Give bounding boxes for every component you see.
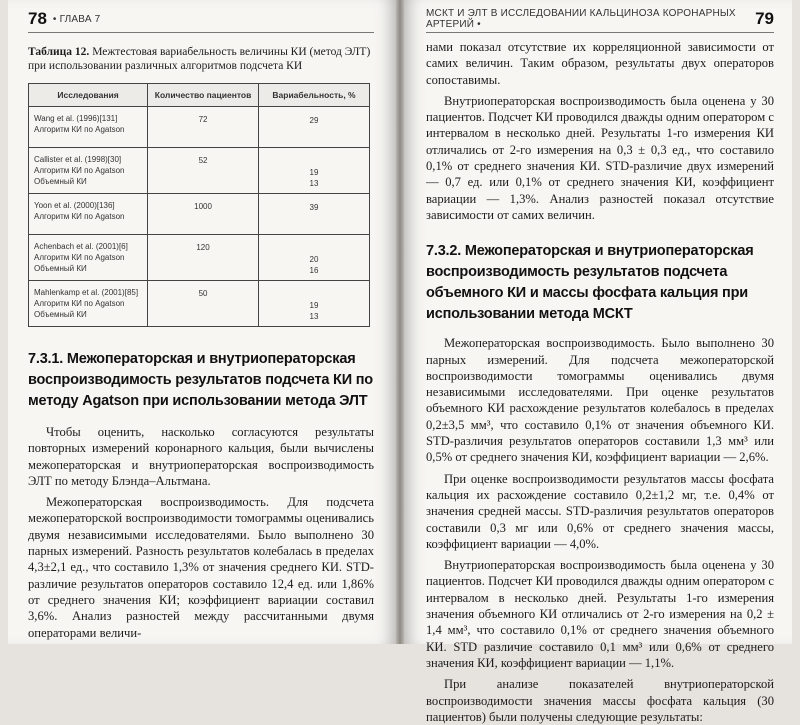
- table-caption-label: Таблица 12.: [28, 46, 90, 58]
- table-row: [29, 194, 370, 235]
- study-method: Алгоритм КИ по Agatson: [34, 166, 125, 175]
- study-cell: [29, 107, 148, 148]
- page-number: 78: [28, 9, 47, 28]
- study-cell: [29, 194, 148, 235]
- right-page: [404, 0, 792, 724]
- variability-cell: [259, 235, 370, 281]
- paragraph: При анализе показателей внутриоператорской воспроизводимости значения массы фосфата кальция (30 пациентов) были получены следующие результаты:: [426, 677, 774, 724]
- variability-value: 19: [309, 301, 319, 310]
- study-reference: Callister et al. (1998)[30]: [34, 155, 122, 164]
- running-head: МСКТ И ЭЛТ В ИССЛЕДОВАНИИ КАЛЬЦИНОЗА КОРОНАРНЫХ АРТЕРИЙ •: [426, 8, 736, 30]
- variability-value: 29: [309, 116, 319, 125]
- table-caption-text: Межтестовая вариабельность величины КИ (метод ЭЛТ) при использовании различных алгоритмов подсчета КИ: [28, 46, 371, 72]
- right-page-header: [426, 6, 774, 33]
- page-number: 79: [755, 9, 774, 28]
- variability-cell: [259, 281, 370, 327]
- paragraph: При оценке воспроизводимости результатов массы фосфата кальция их расхождение составило 0,2±1,2 мг, т.е. 0,4% от значения средней массы. STD-различия результатов операторов составили 0,3 мг или 0,6% от среднего значения массы, коэффициент вариации — 4,0%.: [426, 471, 774, 551]
- variability-value: 39: [309, 203, 319, 212]
- study-method: Алгоритм КИ по Agatson: [34, 125, 125, 134]
- paragraph: Межоператорская воспроизводимость. Было выполнено 30 парных измерений. Для подсчета межоператорской воспроизводимости томограммы оценивались двумя независимыми исследователями. При оценке результатов объемного КИ расхождение результатов колебалось в пределах 0,2±3,5 мм³, что составило 0,1% от значения объемного КИ. STD-различия результатов операторов составили 1,3 мм³ или 0,5% от среднего значения КИ, коэффициент вариации — 2,6%.: [426, 336, 774, 465]
- study-reference: Wang et al. (1996)[131]: [34, 114, 118, 123]
- study-reference: Yoon et al. (2000)[136]: [34, 201, 115, 210]
- book-gutter: [396, 0, 404, 644]
- study-cell: [29, 235, 148, 281]
- left-page: [8, 0, 396, 644]
- patients-cell: 50: [148, 281, 259, 327]
- table-row: [29, 281, 370, 327]
- column-header: Исследования: [29, 84, 148, 107]
- study-cell: [29, 281, 148, 327]
- variability-cell: [259, 194, 370, 235]
- running-head: • ГЛАВА 7: [52, 13, 101, 25]
- body-text: [28, 424, 374, 641]
- variability-value: 16: [309, 266, 319, 275]
- table-row: [29, 235, 370, 281]
- study-method: Объемный КИ: [34, 310, 87, 319]
- variability-value: 13: [309, 179, 319, 188]
- variability-value: 13: [309, 312, 319, 321]
- patients-cell: 52: [148, 148, 259, 194]
- body-text: [426, 335, 774, 725]
- variability-value: [264, 243, 364, 254]
- table-row: [29, 107, 370, 148]
- study-cell: [29, 148, 148, 194]
- body-text: [426, 39, 774, 223]
- study-reference: Achenbach et al. (2001)[6]: [34, 242, 128, 251]
- column-header: Количество пациентов: [148, 84, 259, 107]
- column-header: Вариабельность, %: [259, 84, 370, 107]
- variability-value: 20: [309, 255, 319, 264]
- variability-value: [264, 156, 364, 167]
- study-method: Алгоритм КИ по Agatson: [34, 253, 125, 262]
- paragraph: Внутриоператорская воспроизводимость была оценена у 30 пациентов. Подсчет КИ проводился дважды одним оператором с интервалом в несколько дней. Результаты 1-го измерения значения объемного КИ отличались от 2-го измерения на 0,2 ± 1,4 мм³, что составило 0,1% от среднего значения объемного КИ. STD различие составило 0,1 мм³ или 0,6% от среднего значения КИ, коэффициент вариации — 1,1%.: [426, 558, 774, 670]
- variability-value: 19: [309, 168, 319, 177]
- study-reference: Mahlenkamp et al. (2001)[85]: [34, 288, 139, 297]
- study-method: Объемный КИ: [34, 177, 87, 186]
- study-method: Алгоритм КИ по Agatson: [34, 212, 125, 221]
- paragraph: нами показал отсутствие их корреляционной зависимости от самих величин. Таким образом, результаты двух операторов сопоставимы.: [426, 40, 774, 87]
- patients-cell: 72: [148, 107, 259, 148]
- variability-table: [28, 83, 370, 327]
- paragraph: Чтобы оценить, насколько согласуются результаты повторных измерений коронарного кальция, были вычислены межоператорская и внутриоператорская воспроизводимость ЭЛТ по методу Блэнда–Альтмана.: [28, 425, 374, 488]
- variability-cell: [259, 148, 370, 194]
- patients-cell: 120: [148, 235, 259, 281]
- paragraph: Внутриоператорская воспроизводимость была оценена у 30 пациентов. Подсчет КИ проводился дважды одним оператором с интервалом в несколько дней. Результаты 1-го измерения КИ отличались от 2-го измерения на 0,3 ± 0,3 ед., что составило 0,1% от среднего значения КИ. STD-различие двух измерений — 0,7 ед. или 0,1% от среднего значения КИ, коэффициент вариации — 1,3%. Анализ разностей показал отсутствие зависимости от самих величин.: [426, 93, 774, 222]
- study-method: Объемный КИ: [34, 264, 87, 273]
- table-header-row: [29, 84, 370, 107]
- table-caption: [28, 45, 374, 73]
- variability-cell: [259, 107, 370, 148]
- variability-value: [264, 289, 364, 300]
- left-page-header: [28, 6, 374, 33]
- paragraph: Межоператорская воспроизводимость. Для подсчета межоператорской воспроизводимости томограммы оценивались двумя независимыми исследователями. Было выполнено 30 парных измерений. Разность результатов колебалась в пределах 4,3±2,1 ед., что составило 1,3% от значения среднего КИ. STD-различие результатов операторов составило 12,4 ед. или 1,86% от среднего значения КИ; коэффициент вариации составил 3,6%. Анализ разностей между рассчитанными двумя операторами величи-: [28, 495, 374, 640]
- section-heading: 7.3.1. Межоператорская и внутриоператорская воспроизводимость результатов подсчета КИ по методу Agatson при использовании метода ЭЛТ: [28, 351, 373, 409]
- table-row: [29, 148, 370, 194]
- patients-cell: 1000: [148, 194, 259, 235]
- section-heading: 7.3.2. Межоператорская и внутриоператорская воспроизводимость результатов подсчета объемного КИ и массы фосфата кальция при использовании метода МСКТ: [426, 243, 754, 323]
- study-method: Алгоритм КИ по Agatson: [34, 299, 125, 308]
